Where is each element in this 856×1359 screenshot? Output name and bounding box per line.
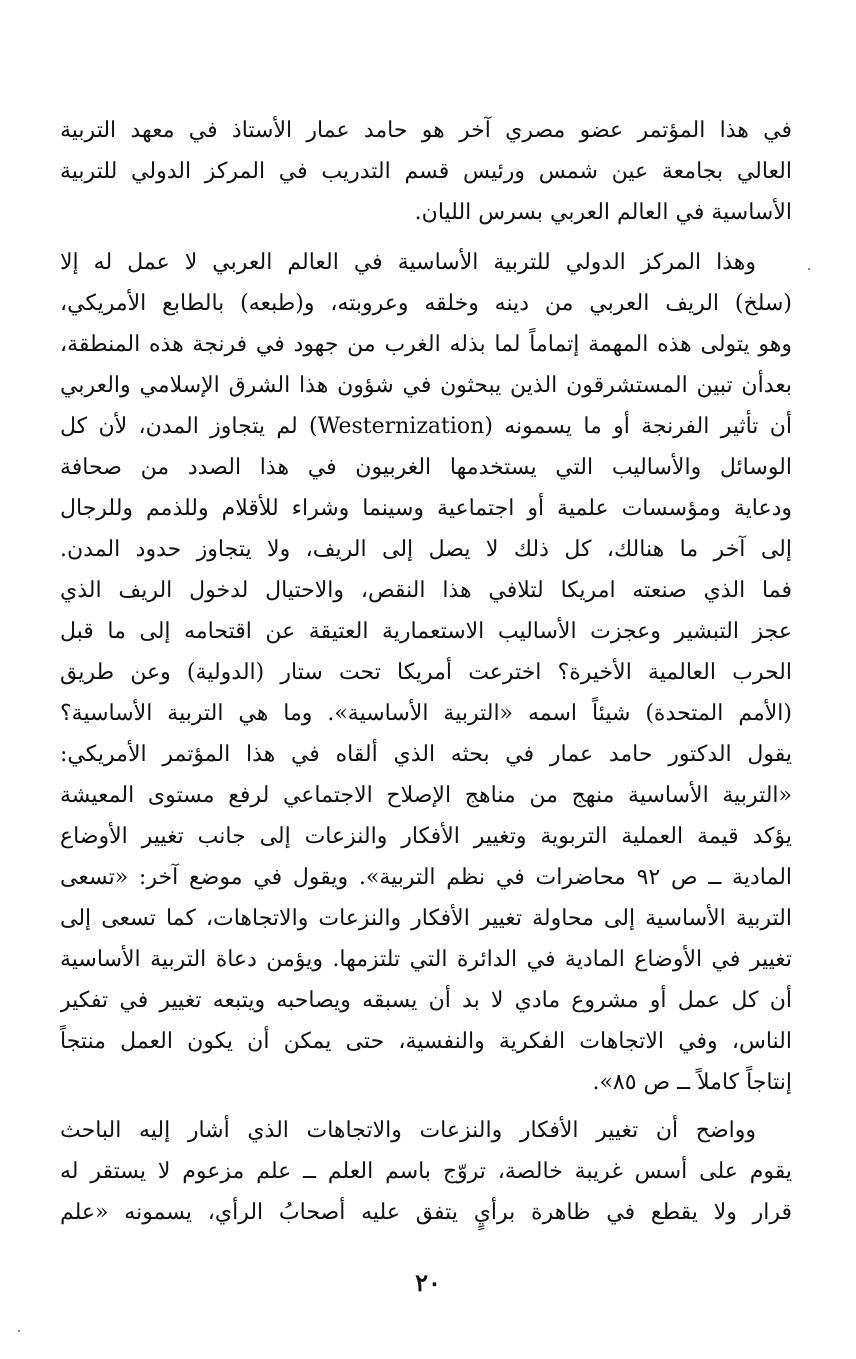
text-line: يقول الدكتور حامد عمار في بحثه الذي ألقاه في هذا المؤتمر الأمريكي: — [60, 742, 792, 767]
text-line: يؤكد قيمة العملية التربوية وتغيير الأفكار والنزعات إلى جانب تغيير الأوضاع — [60, 824, 792, 849]
scan-speck — [808, 268, 810, 270]
text-line: الناس، وفي الاتجاهات الفكرية والنفسية، حتى يمكن أن يكون العمل منتجاً — [60, 1029, 792, 1054]
text-line: وهو يتولى هذه المهمة إتماماً لما بذله الغرب من جهود في فرنجة هذه المنطقة، — [60, 332, 792, 357]
text-line: التربية الأساسية إلى محاولة تغيير الأفكار والنزعات والاتجاهات، كما تسعى إلى — [60, 906, 792, 931]
text-line: الوسائل والأساليب التي يستخدمها الغربيون في هذا الصدد من صحافة — [60, 455, 792, 480]
scan-speck — [18, 1330, 20, 1332]
text-line: «التربية الأساسية منهج من مناهج الإصلاح الاجتماعي لرفع مستوى المعيشة — [60, 783, 792, 808]
text-line: المادية ــ ص ٩٢ محاضرات في نظم التربية». ويقول في موضع آخر: «تسعى — [60, 865, 792, 890]
paragraph-main — [60, 242, 792, 1103]
text-line: وواضح أن تغيير الأفكار والنزعات والاتجاهات الذي أشار إليه الباحث — [60, 1118, 756, 1143]
text-line: إنتاجاً كاملاً ــ ص ٨٥». — [592, 1070, 792, 1095]
text-line: عجز التبشير وعجزت الأساليب الاستعمارية العتيقة عن اقتحامه إلى ما قبل — [60, 619, 792, 644]
text-line: العالي بجامعة عين شمس ورئيس قسم التدريب في المركز الدولي للتربية — [60, 159, 792, 184]
text-line: فما الذي صنعته امريكا لتلافي هذا النقص، والاحتيال لدخول الريف الذي — [60, 578, 792, 603]
text-line: الحرب العالمية الأخيرة؟ اخترعت أمريكا تحت ستار (الدولية) وعن طريق — [60, 660, 792, 685]
text-line: في هذا المؤتمر عضو مصري آخر هو حامد عمار الأستاذ في معهد التربية — [60, 118, 792, 143]
text-line: ودعاية ومؤسسات علمية أو اجتماعية وسينما وشراء للأقلام وللذمم وللرجال — [60, 496, 792, 521]
text-line: بعدأن تبين المستشرقون الذين يبحثون في شؤون هذا الشرق الإسلامي والعربي — [60, 373, 792, 398]
page-number: ٢٠ — [415, 1268, 441, 1297]
text-line: قرار ولا يقطع في ظاهرة برأيٍ يتفق عليه أصحابُ الرأي، يسمونه «علم — [60, 1200, 792, 1225]
text-line: أن كل عمل أو مشروع مادي لا بد أن يسبقه ويصاحبه ويتبعه تغيير في تفكير — [60, 988, 792, 1013]
text-line: تغيير في الأوضاع المادية في الدائرة التي تلتزمها. ويؤمن دعاة التربية الأساسية — [60, 947, 792, 972]
paragraph-closing — [60, 1110, 792, 1233]
text-line: إلى آخر ما هنالك، كل ذلك لا يصل إلى الريف، ولا يتجاوز حدود المدن. — [60, 537, 792, 562]
text-line: الأساسية في العالم العربي بسرس الليان. — [414, 200, 792, 225]
text-line: (الأمم المتحدة) شيئاً اسمه «التربية الأساسية». وما هي التربية الأساسية؟ — [60, 701, 792, 726]
text-line: (سلخ) الريف العربي من دينه وخلقه وعروبته، و(طبعه) بالطابع الأمريكي، — [60, 291, 792, 316]
paragraph-intro — [60, 110, 792, 233]
text-line: أن تأثير الفرنجة أو ما يسمونه (Westernization) لم يتجاوز المدن، لأن كل — [60, 414, 792, 439]
text-line: وهذا المركز الدولي للتربية الأساسية في العالم العربي لا عمل له إلا — [60, 250, 756, 275]
text-line: يقوم على أسس غريبة خالصة، تروّج باسم العلم ــ علم مزعوم لا يستقر له — [60, 1159, 792, 1184]
